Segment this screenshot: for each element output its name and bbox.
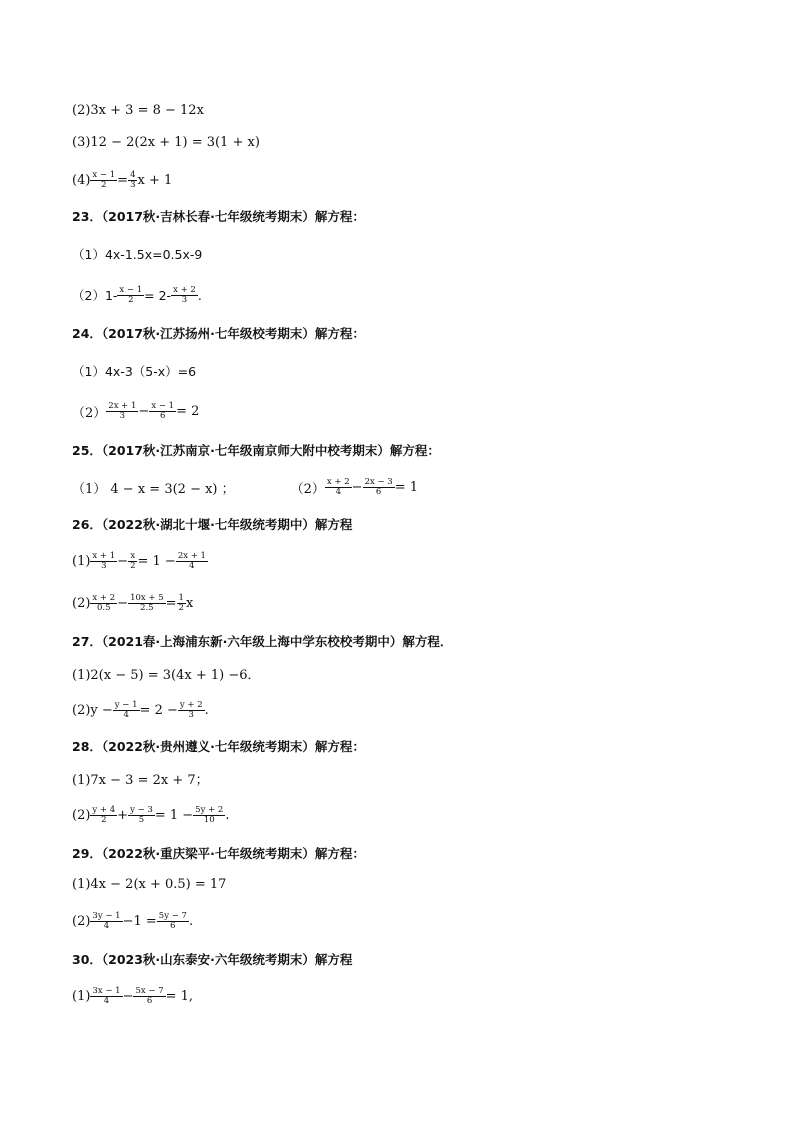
numerator: y − 3 bbox=[130, 804, 153, 815]
p30-part1 bbox=[72, 983, 193, 1009]
expression-tail: = 2 bbox=[176, 403, 200, 419]
denominator: 2.5 bbox=[128, 603, 166, 613]
fraction bbox=[91, 171, 116, 190]
fraction bbox=[114, 701, 139, 720]
fraction bbox=[91, 806, 116, 825]
p24-part1: （1）4x-3（5-x）=6 bbox=[72, 364, 197, 379]
denominator: 0.5 bbox=[90, 603, 117, 613]
p25-parts bbox=[72, 474, 418, 500]
p26-part1 bbox=[72, 548, 208, 574]
expression-tail: x bbox=[185, 595, 194, 611]
p28-part2 bbox=[72, 802, 229, 828]
denominator: 2 bbox=[130, 560, 136, 571]
p27-heading: 27．（2021春·上海浦东新·六年级上海中学东校校考期中）解方程． bbox=[72, 634, 453, 649]
numerator: y + 4 bbox=[92, 804, 116, 815]
expression-tail: = 1, bbox=[165, 988, 194, 1004]
fraction bbox=[118, 286, 143, 305]
p23-part1: （1）4x-1.5x=0.5x-9 bbox=[72, 247, 203, 262]
operator: − bbox=[351, 479, 363, 495]
numerator: x − 1 bbox=[92, 169, 116, 180]
denominator: 3 bbox=[178, 710, 205, 720]
p24-part2 bbox=[72, 398, 199, 424]
denominator: 5 bbox=[128, 815, 155, 825]
p27-part2 bbox=[72, 697, 209, 723]
p22-part2: (2)3x + 3 = 8 − 12x bbox=[72, 102, 204, 118]
denominator: 2 bbox=[90, 815, 117, 825]
numerator: y − 1 bbox=[114, 699, 138, 710]
equals: = bbox=[117, 172, 129, 188]
part-label: （2） bbox=[72, 405, 107, 421]
denominator: 4 bbox=[90, 921, 122, 931]
fraction bbox=[129, 552, 136, 571]
fraction bbox=[179, 701, 204, 720]
fraction bbox=[150, 402, 175, 421]
p27-part1: (1)2(x − 5) = 3(4x + 1) −6． bbox=[72, 667, 261, 683]
fraction bbox=[194, 806, 224, 825]
fraction bbox=[129, 806, 154, 825]
numerator: 5y − 7 bbox=[158, 910, 187, 921]
denominator: 6 bbox=[157, 921, 189, 931]
p28-part1: (1)7x − 3 = 2x + 7； bbox=[72, 772, 209, 788]
period: . bbox=[197, 287, 202, 303]
period: . bbox=[225, 807, 230, 823]
equals: −1 = bbox=[122, 913, 157, 929]
fraction bbox=[91, 594, 116, 613]
denominator: 3 bbox=[106, 411, 138, 421]
fraction bbox=[91, 987, 121, 1006]
denominator: 2 bbox=[178, 602, 184, 613]
numerator: x − 1 bbox=[151, 400, 175, 411]
equals: = 2- bbox=[144, 287, 172, 303]
equals: = 1 − bbox=[137, 553, 176, 569]
equals: = 2 − bbox=[139, 702, 178, 718]
denominator: 4 bbox=[90, 996, 122, 1006]
part-label: (1) bbox=[72, 988, 91, 1004]
operator: − bbox=[117, 553, 129, 569]
expression-tail: x + 1 bbox=[137, 172, 173, 188]
numerator: 3x − 1 bbox=[92, 985, 121, 996]
denominator: 4 bbox=[176, 561, 208, 571]
numerator: x bbox=[130, 550, 136, 561]
p29-part2 bbox=[72, 908, 193, 934]
p30-heading: 30．（2023秋·山东泰安·六年级统考期末）解方程 bbox=[72, 952, 353, 967]
denominator: 3 bbox=[171, 295, 198, 305]
p29-heading: 29．（2022秋·重庆梁平·七年级统考期末）解方程： bbox=[72, 846, 365, 861]
part-label: (4) bbox=[72, 172, 91, 188]
numerator: 2x + 1 bbox=[177, 550, 206, 561]
denominator: 6 bbox=[363, 487, 395, 497]
equals: = bbox=[165, 595, 177, 611]
denominator: 3 bbox=[90, 561, 117, 571]
numerator: x + 2 bbox=[92, 592, 116, 603]
numerator: 4 bbox=[130, 169, 136, 180]
p23-heading: 23．（2017秋·吉林长春·七年级统考期末）解方程： bbox=[72, 209, 365, 224]
numerator: 3y − 1 bbox=[92, 910, 121, 921]
part-label: (2) bbox=[72, 595, 91, 611]
part-label: （2）1- bbox=[72, 288, 118, 303]
operator: − bbox=[122, 988, 134, 1004]
fraction bbox=[91, 552, 116, 571]
part-label: (2) bbox=[72, 913, 91, 929]
denominator: 10 bbox=[193, 815, 225, 825]
numerator: x + 1 bbox=[92, 550, 116, 561]
p24-heading: 24．（2017秋·江苏扬州·七年级校考期末）解方程： bbox=[72, 326, 365, 341]
p22-part3: (3)12 − 2(2x + 1) = 3(1 + x) bbox=[72, 134, 260, 150]
fraction bbox=[107, 402, 137, 421]
p25-part1: （1） 4 − x = 3(2 − x) ； bbox=[72, 481, 235, 497]
p23-part2 bbox=[72, 282, 202, 308]
fraction bbox=[134, 987, 164, 1006]
operator: − bbox=[117, 595, 129, 611]
denominator: 4 bbox=[113, 710, 140, 720]
p26-part2 bbox=[72, 590, 193, 616]
numerator: 10x + 5 bbox=[130, 592, 164, 603]
numerator: 2x + 1 bbox=[108, 400, 137, 411]
p22-part4 bbox=[72, 167, 172, 193]
numerator: y + 2 bbox=[179, 699, 203, 710]
equals: = 1 − bbox=[154, 807, 194, 823]
numerator: 5y + 2 bbox=[195, 804, 224, 815]
fraction bbox=[326, 478, 351, 497]
fraction bbox=[158, 912, 188, 931]
numerator: x + 2 bbox=[326, 476, 350, 487]
numerator: x − 1 bbox=[119, 284, 143, 295]
denominator: 2 bbox=[117, 295, 144, 305]
fraction bbox=[129, 594, 165, 613]
p28-heading: 28．（2022秋·贵州遵义·七年级统考期末）解方程： bbox=[72, 739, 365, 754]
period: . bbox=[188, 913, 194, 929]
expression-tail: = 1 bbox=[394, 479, 418, 495]
denominator: 3 bbox=[130, 179, 136, 190]
fraction bbox=[172, 286, 197, 305]
part-label: (2)y − bbox=[72, 702, 113, 718]
denominator: 2 bbox=[90, 180, 117, 190]
numerator: 2x − 3 bbox=[364, 476, 393, 487]
period: . bbox=[204, 702, 209, 718]
p26-heading: 26．（2022秋·湖北十堰·七年级统考期中）解方程 bbox=[72, 517, 353, 532]
p29-part1: (1)4x − 2(x + 0.5) = 17 bbox=[72, 876, 227, 892]
numerator: x + 2 bbox=[173, 284, 196, 295]
numerator: 5x − 7 bbox=[135, 985, 164, 996]
denominator: 4 bbox=[325, 487, 352, 497]
denominator: 6 bbox=[149, 411, 176, 421]
part-label: （2） bbox=[290, 481, 325, 497]
denominator: 6 bbox=[133, 996, 165, 1006]
numerator: 1 bbox=[178, 592, 184, 603]
operator: + bbox=[117, 807, 129, 823]
fraction bbox=[91, 912, 121, 931]
fraction bbox=[364, 478, 394, 497]
part-label: (2) bbox=[72, 807, 91, 823]
fraction bbox=[177, 552, 207, 571]
p25-heading: 25．（2017秋·江苏南京·七年级南京师大附中校考期末）解方程： bbox=[72, 443, 440, 458]
operator: − bbox=[138, 403, 150, 419]
fraction bbox=[129, 171, 136, 190]
fraction bbox=[178, 594, 185, 613]
part-label: (1) bbox=[72, 553, 91, 569]
